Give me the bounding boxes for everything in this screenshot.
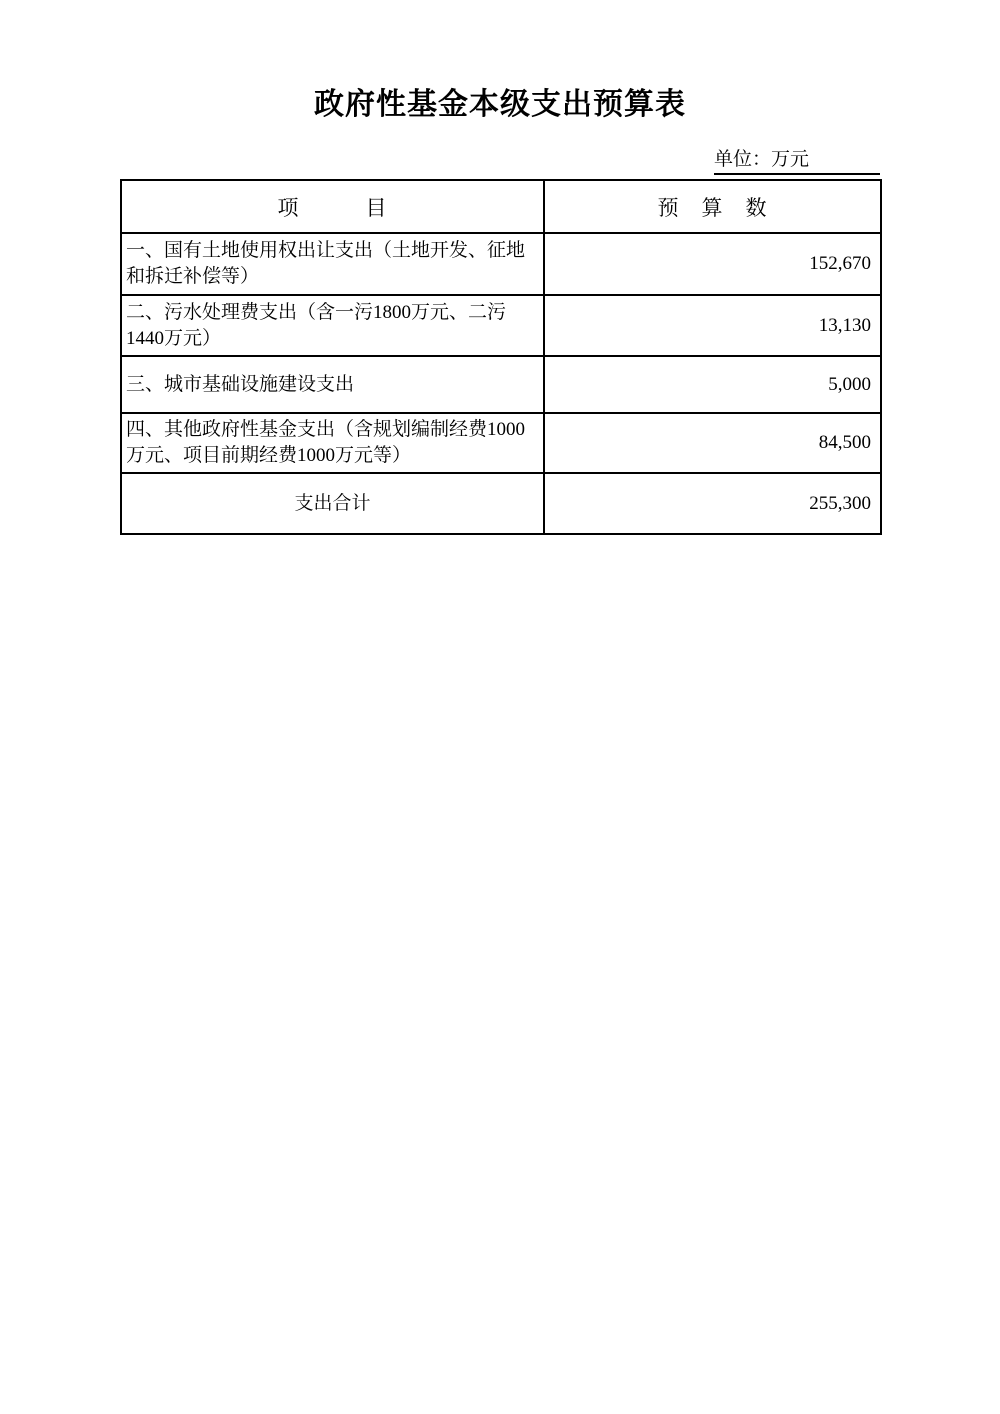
table-row-sewage-treatment <box>121 295 881 356</box>
table-row-urban-infrastructure <box>121 356 881 413</box>
item-cell-land-transfer: 一、国有土地使用权出让支出（土地开发、征地和拆迁补偿等） <box>121 233 544 295</box>
column-header-budget: 预 算 数 <box>544 180 881 233</box>
budget-cell-urban-infrastructure: 5,000 <box>544 356 881 413</box>
item-cell-total: 支出合计 <box>121 473 544 534</box>
table-header-row <box>121 180 881 233</box>
budget-table <box>120 179 882 535</box>
column-header-item: 项 目 <box>121 180 544 233</box>
budget-cell-sewage-treatment: 13,130 <box>544 295 881 356</box>
table-row-other-funds <box>121 413 881 473</box>
budget-cell-total: 255,300 <box>544 473 881 534</box>
page-title: 政府性基金本级支出预算表 <box>314 88 686 121</box>
budget-cell-land-transfer: 152,670 <box>544 233 881 295</box>
unit-label: 单位：万元 <box>714 148 880 175</box>
table-row-total <box>121 473 881 534</box>
budget-cell-other-funds: 84,500 <box>544 413 881 473</box>
item-cell-urban-infrastructure: 三、城市基础设施建设支出 <box>121 356 544 413</box>
table-row-land-transfer <box>121 233 881 295</box>
item-cell-other-funds: 四、其他政府性基金支出（含规划编制经费1000万元、项目前期经费1000万元等） <box>121 413 544 473</box>
item-cell-sewage-treatment: 二、污水处理费支出（含一污1800万元、二污1440万元） <box>121 295 544 356</box>
